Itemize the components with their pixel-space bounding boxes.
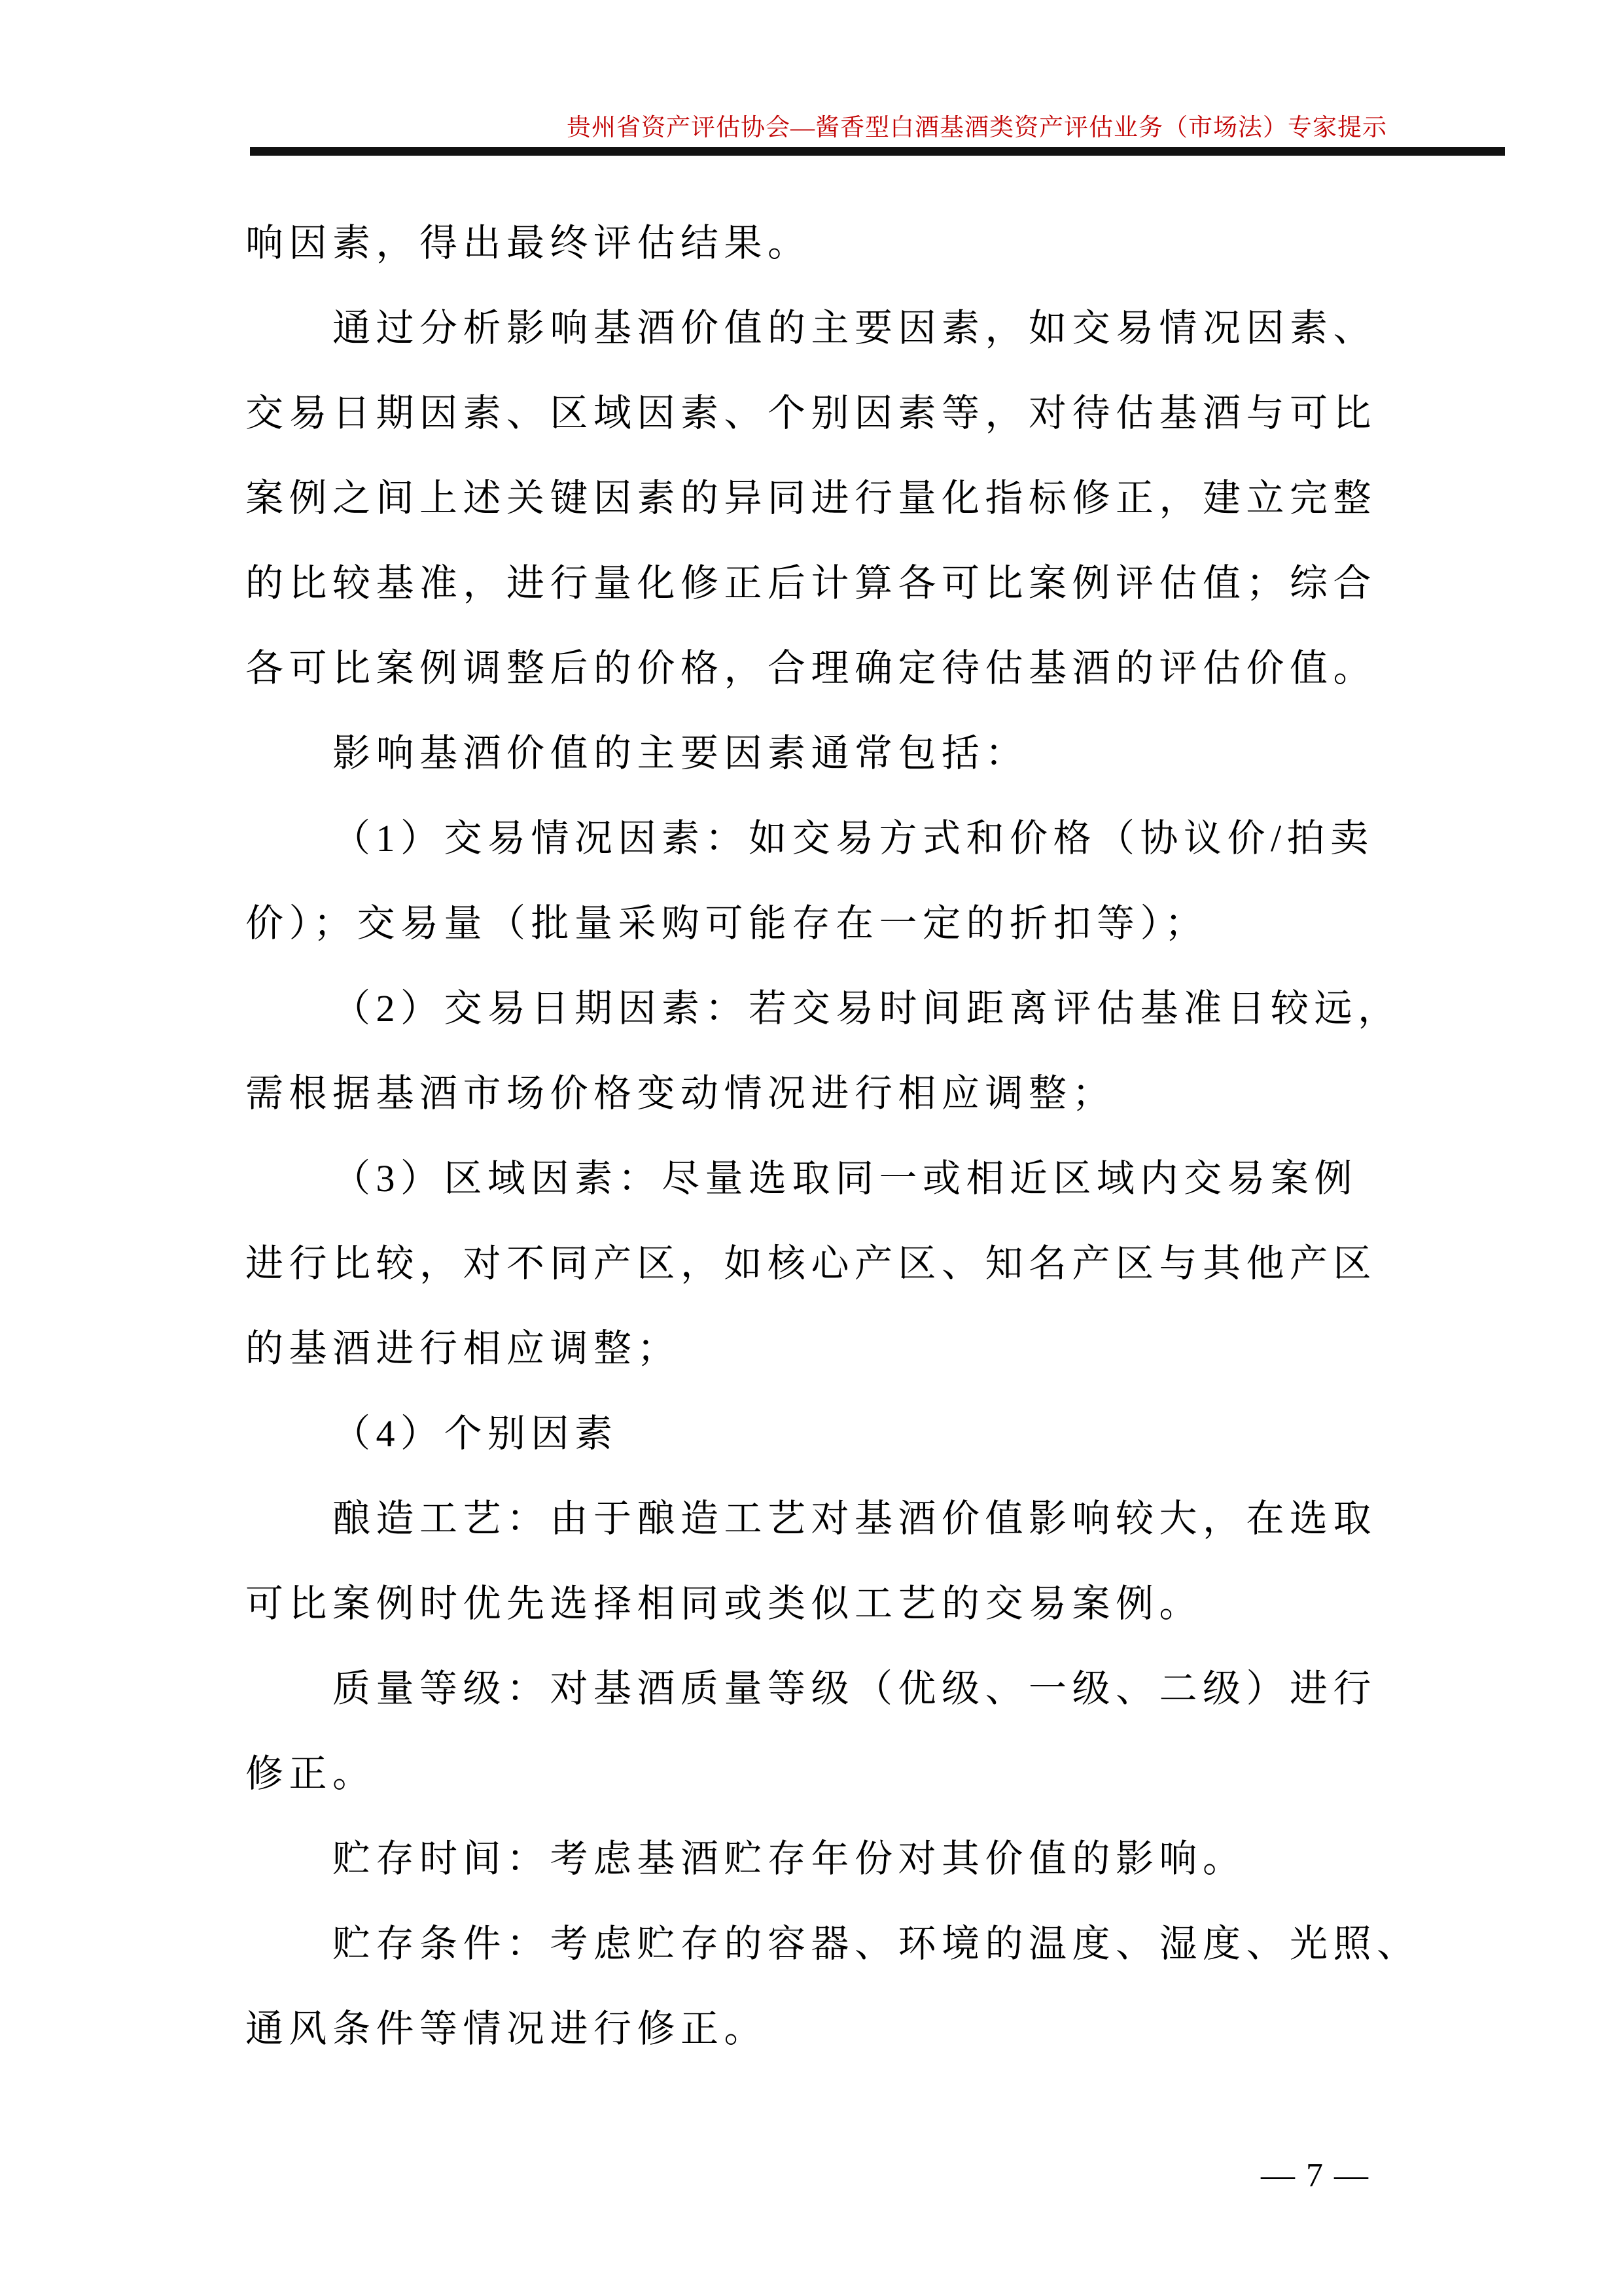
- text-line: 需根据基酒市场价格变动情况进行相应调整；: [245, 1072, 1116, 1115]
- text-line: （3）区域因素：尽量选取同一或相近区域内交易案例: [332, 1157, 1358, 1200]
- text-line: 的基酒进行相应调整；: [245, 1327, 681, 1370]
- text-line: 酿造工艺：由于酿造工艺对基酒价值影响较大，在选取: [332, 1497, 1377, 1540]
- text-line: 进行比较，对不同产区，如核心产区、知名产区与其他产区: [245, 1242, 1377, 1285]
- text-line: 响因素，得出最终评估结果。: [245, 222, 811, 264]
- text-line: 交易日期因素、区域因素、个别因素等，对待估基酒与可比: [245, 392, 1377, 434]
- text-line: （4）个别因素: [332, 1412, 618, 1455]
- header-rule: [250, 147, 1505, 156]
- text-line: 通风条件等情况进行修正。: [245, 2008, 768, 2050]
- text-line: 可比案例时优先选择相同或类似工艺的交易案例。: [245, 1582, 1203, 1625]
- page-number: — 7 —: [1261, 2157, 1369, 2194]
- text-line: 质量等级：对基酒质量等级（优级、一级、二级）进行: [332, 1667, 1377, 1710]
- text-line: 影响基酒价值的主要因素通常包括：: [332, 732, 1029, 774]
- page-header-title: 贵州省资产评估协会—酱香型白酒基酒类资产评估业务（市场法）专家提示: [567, 114, 1387, 141]
- text-line: 价）；交易量（批量采购可能存在一定的折扣等）；: [245, 902, 1209, 945]
- text-line: 贮存条件：考虑贮存的容器、环境的温度、湿度、光照、: [332, 1922, 1421, 1965]
- text-line: 各可比案例调整后的价格，合理确定待估基酒的评估价值。: [245, 647, 1377, 689]
- text-line: 通过分析影响基酒价值的主要因素，如交易情况因素、: [332, 307, 1377, 349]
- text-line: 的比较基准，进行量化修正后计算各可比案例评估值；综合: [245, 562, 1377, 604]
- text-line: 贮存时间：考虑基酒贮存年份对其价值的影响。: [332, 1837, 1246, 1880]
- text-line: 修正。: [245, 1752, 376, 1795]
- text-line: （2）交易日期因素：若交易时间距离评估基准日较远，: [332, 987, 1402, 1030]
- text-line: 案例之间上述关键因素的异同进行量化指标修正，建立完整: [245, 477, 1377, 519]
- document-body: [245, 197, 1421, 2068]
- text-line: （1）交易情况因素：如交易方式和价格（协议价/拍卖: [332, 817, 1374, 860]
